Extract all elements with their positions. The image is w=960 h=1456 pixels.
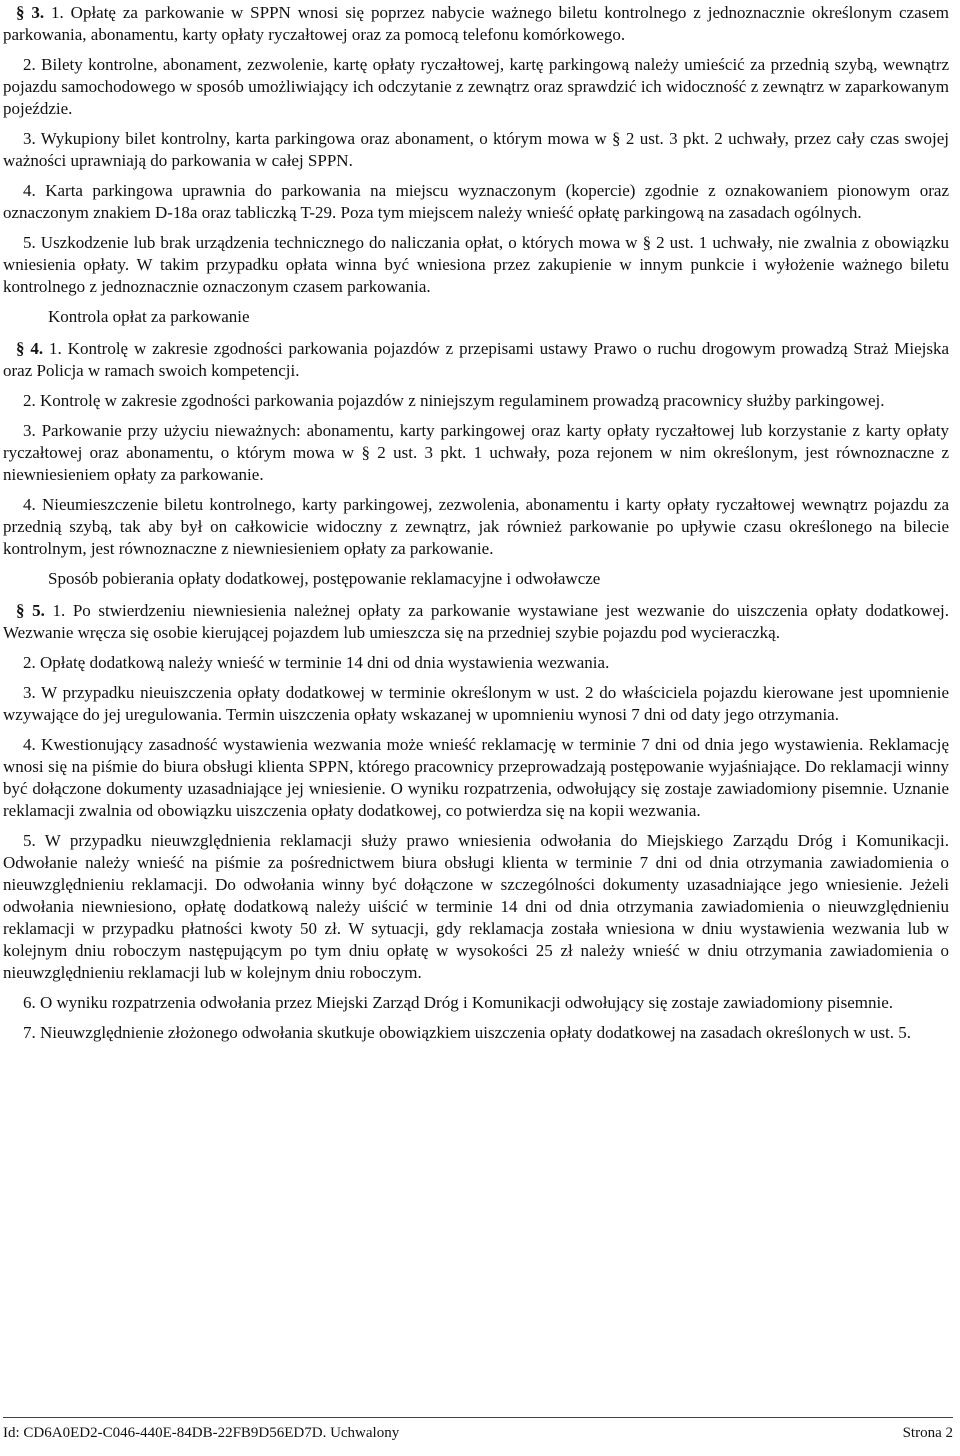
section-4-paragraph-4: 4. Nieumieszczenie biletu kontrolnego, karty parkingowej, zezwolenia, abonamentu i karty opłaty ryczałtowej wewnątrz pojazdu za przednią szybą, tak aby był on całkowicie widoczny z zewnątrz, jak również parkowanie po upływie czasu określonego na bilecie kontrolnym, jest równoznaczne z niewniesieniem opłaty za parkowanie. xyxy=(3,495,949,558)
section-5-paragraph-4: 4. Kwestionujący zasadność wystawienia wezwania może wnieść reklamację w terminie 7 dni od dnia jego wystawienia. Reklamację wnosi się na piśmie do biura obsługi klienta SPPN, którego pracownicy przeprowadzają postępowanie wyjaśniające. Do reklamacji winny być dołączone dokumenty uzasadniające jej wniesienie. O wyniku rozpatrzenia, odwołujący się zostaje zawiadomiony pisemnie. Uznanie reklamacji zwalnia od obowiązku uiszczenia opłaty dodatkowej, co potwierdza się na kopii wezwania. xyxy=(3,735,949,820)
section-5-paragraph-6: 6. O wyniku rozpatrzenia odwołania przez Miejski Zarząd Dróg i Komunikacji odwołujący się zostaje zawiadomiony pisemnie. xyxy=(23,993,894,1012)
section-5-paragraph-5: 5. W przypadku nieuwzględnienia reklamacji służy prawo wniesienia odwołania do Miejskiego Zarządu Dróg i Komunikacji. Odwołanie należy wnieść na piśmie za pośrednictwem biura obsługi klienta w terminie 7 dni od dnia otrzymania zawiadomienia o nieuwzględnieniu reklamacji. Do odwołania winny być dołączone w szczególności dokumenty uzasadniające jego wniesienie. Jeżeli odwołania niewniesiono, opłatę dodatkową należy uiścić w terminie 14 dni od dnia otrzymania zawiadomienia o nieuwzględnieniu reklamacji w przypadku płatności kwoty 50 zł. W sytuacji, gdy reklamacja została wniesiona w dniu wystawienia wezwania lub w kolejnym dniu roboczym następującym po tym dniu opłatę w wysokości 25 zł należy wnieść w dniu otrzymania zawiadomienia o nieuwzględnieniu reklamacji lub w kolejnym dniu roboczym. xyxy=(3,831,949,982)
section-3-paragraph-4: 4. Karta parkingowa uprawnia do parkowania na miejscu wyznaczonym (kopercie) zgodnie z oznakowaniem pionowym oraz oznaczonym znakiem D-18a oraz tabliczką T-29. Poza tym miejscem należy wnieść opłatę parkingową na zasadach ogólnych. xyxy=(3,181,949,222)
heading-sposob: Sposób pobierania opłaty dodatkowej, postępowanie reklamacyjne i odwoławcze xyxy=(48,569,601,588)
page-footer xyxy=(3,1417,953,1442)
section-5-text-1: 1. Po stwierdzeniu niewniesienia należnej opłaty za parkowanie wystawiane jest wezwanie do uiszczenia opłaty dodatkowej. Wezwanie wręcza się osobie kierującej pojazdem lub umieszcza się na przedniej szybie pojazdu pod wycieraczką. xyxy=(3,601,950,642)
section-3-paragraph-5: 5. Uszkodzenie lub brak urządzenia technicznego do naliczania opłat, o których mowa w § 2 ust. 1 uchwały, nie zwalnia z obowiązku wniesienia opłaty. W takim przypadku opłata winna być wniesiona przez zakupienie w innym punkcie i wyłożenie ważnego biletu kontrolnego z jednoznacznie oznaczonym czasem parkowania. xyxy=(3,233,949,296)
section-5-paragraph-2: 2. Opłatę dodatkową należy wnieść w terminie 14 dni od dnia wystawienia wezwania. xyxy=(23,653,610,672)
page-number: Strona 2 xyxy=(902,1425,953,1441)
document-page xyxy=(3,2,949,1052)
section-4-paragraph-3: 3. Parkowanie przy użyciu nieważnych: abonamentu, karty parkingowej oraz karty opłaty ryczałtowej lub korzystanie z karty opłaty ryczałtowej oraz abonamentu, o którym mowa w § 2 ust. 3 pkt. 1 uchwały, poza rejonem w nim określonym, jest równoznaczne z niewniesieniem opłaty za parkowanie. xyxy=(3,421,949,484)
heading-kontrola: Kontrola opłat za parkowanie xyxy=(48,307,250,326)
section-4-paragraph-2: 2. Kontrolę w zakresie zgodności parkowania pojazdów z niniejszym regulaminem prowadzą pracownicy służby parkingowej. xyxy=(23,391,885,410)
section-3-text-1: 1. Opłatę za parkowanie w SPPN wnosi się poprzez nabycie ważnego biletu kontrolnego z jednoznacznie określonym czasem parkowania, abonamentu, karty opłaty ryczałtowej oraz za pomocą telefonu komórkowego. xyxy=(3,3,950,44)
section-4-paragraph-1 xyxy=(3,338,949,382)
section-5-paragraph-7: 7. Nieuwzględnienie złożonego odwołania skutkuje obowiązkiem uiszczenia opłaty dodatkowej na zasadach określonych w ust. 5. xyxy=(23,1023,911,1042)
section-5-paragraph-1 xyxy=(3,600,949,644)
document-id: Id: CD6A0ED2-C046-440E-84DB-22FB9D56ED7D. Uchwalony xyxy=(3,1425,400,1441)
section-4-text-1: 1. Kontrolę w zakresie zgodności parkowania pojazdów z przepisami ustawy Prawo o ruchu drogowym prowadzą Straż Miejska oraz Policja w ramach swoich kompetencji. xyxy=(3,339,950,380)
section-3-number: § 3. xyxy=(16,3,45,22)
section-5-paragraph-3: 3. W przypadku nieuiszczenia opłaty dodatkowej w terminie określonym w ust. 2 do właściciela pojazdu kierowane jest upomnienie wzywające do jej uregulowania. Termin uiszczenia opłaty wskazanej w upomnieniu wynosi 7 dni od daty jego otrzymania. xyxy=(3,683,949,724)
section-5-number: § 5. xyxy=(16,601,45,620)
section-3-paragraph-2: 2. Bilety kontrolne, abonament, zezwolenie, kartę opłaty ryczałtowej, kartę parkingową należy umieścić za przednią szybą, wewnątrz pojazdu samochodowego w sposób umożliwiający ich odczytanie z zewnątrz oraz sprawdzić ich widoczność z zewnątrz w zaparkowanym pojeździe. xyxy=(3,55,949,118)
section-3-paragraph-1 xyxy=(3,2,949,46)
section-4-number: § 4. xyxy=(16,339,44,358)
section-3-paragraph-3: 3. Wykupiony bilet kontrolny, karta parkingowa oraz abonament, o którym mowa w § 2 ust. 3 pkt. 2 uchwały, przez cały czas swojej ważności uprawniają do parkowania w całej SPPN. xyxy=(3,129,949,170)
